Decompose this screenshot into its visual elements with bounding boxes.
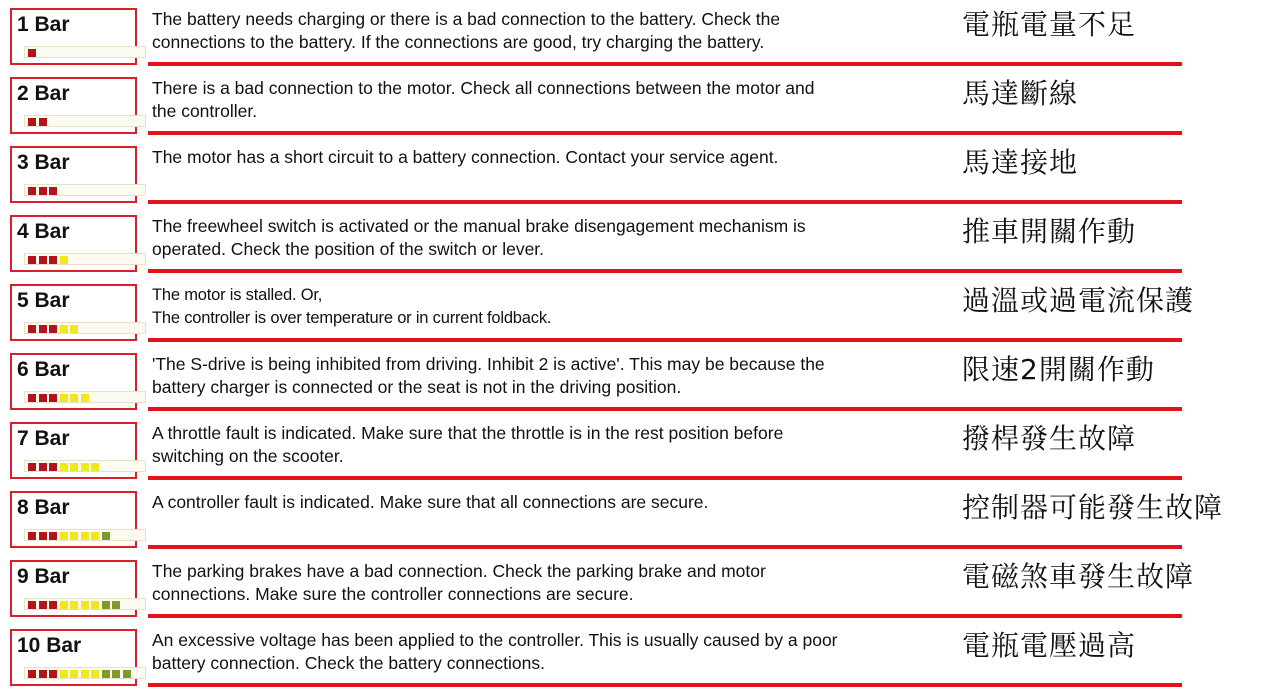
- description-line: There is a bad connection to the motor. Check all connections between the motor and: [152, 78, 815, 98]
- indicator-segment: [49, 601, 57, 609]
- bar-code-label: 3 Bar: [17, 151, 70, 174]
- battery-indicator: [24, 667, 146, 679]
- bar-code-box: [10, 422, 137, 479]
- indicator-segment: [81, 670, 89, 678]
- bar-code-label: 5 Bar: [17, 289, 70, 312]
- description-line: operated. Check the position of the switch or lever.: [152, 239, 545, 259]
- fault-row: [0, 69, 1286, 138]
- indicator-segment: [81, 601, 89, 609]
- indicator-segment: [70, 532, 78, 540]
- chinese-fault-label: 控制器可能發生故障: [962, 491, 1224, 524]
- fault-description: [152, 8, 952, 54]
- indicator-segment: [28, 49, 36, 57]
- bar-code-label: 2 Bar: [17, 82, 70, 105]
- indicator-segment: [39, 325, 47, 333]
- battery-indicator: [24, 115, 146, 127]
- indicator-segment: [60, 256, 68, 264]
- bar-code-box: [10, 215, 137, 272]
- bar-code-box: [10, 353, 137, 410]
- description-line: 'The S-drive is being inhibited from driving. Inhibit 2 is active'. This may be because the: [152, 354, 825, 374]
- row-divider: [148, 62, 1182, 66]
- chinese-fault-label: 電磁煞車發生故障: [962, 560, 1195, 593]
- fault-row: [0, 552, 1286, 621]
- fault-row: [0, 621, 1286, 690]
- indicator-segment: [102, 532, 110, 540]
- indicator-segment: [49, 670, 57, 678]
- fault-row: [0, 207, 1286, 276]
- indicator-segment: [39, 187, 47, 195]
- row-divider: [148, 545, 1182, 549]
- indicator-segment: [39, 394, 47, 402]
- fault-row: [0, 276, 1286, 345]
- indicator-segment: [49, 325, 57, 333]
- indicator-segment: [81, 532, 89, 540]
- bar-code-box: [10, 491, 137, 548]
- fault-description: [152, 353, 952, 399]
- indicator-segment: [28, 118, 36, 126]
- fault-description: [152, 560, 952, 606]
- indicator-segment: [49, 256, 57, 264]
- bar-code-label: 6 Bar: [17, 358, 70, 381]
- description-line: switching on the scooter.: [152, 446, 344, 466]
- description-line: The battery needs charging or there is a bad connection to the battery. Check the: [152, 9, 781, 29]
- fault-description: [152, 215, 952, 261]
- indicator-segment: [112, 601, 120, 609]
- indicator-segment: [60, 601, 68, 609]
- bar-code-label: 9 Bar: [17, 565, 70, 588]
- bar-code-box: [10, 77, 137, 134]
- description-line: The parking brakes have a bad connection. Check the parking brake and motor: [152, 561, 766, 581]
- indicator-segment: [91, 670, 99, 678]
- indicator-segment: [70, 463, 78, 471]
- indicator-segment: [39, 256, 47, 264]
- description-line: An excessive voltage has been applied to the controller. This is usually caused by a poor: [152, 630, 838, 650]
- indicator-segment: [102, 670, 110, 678]
- row-divider: [148, 614, 1182, 618]
- bar-code-box: [10, 284, 137, 341]
- fault-row: [0, 483, 1286, 552]
- chinese-fault-label: 推車開關作動: [962, 215, 1137, 248]
- bar-code-label: 8 Bar: [17, 496, 70, 519]
- bar-code-label: 10 Bar: [17, 634, 82, 657]
- row-divider: [148, 683, 1182, 687]
- description-line: battery connection. Check the battery connections.: [152, 653, 546, 673]
- indicator-segment: [49, 394, 57, 402]
- chinese-fault-label: 限速2開關作動: [962, 353, 1155, 386]
- indicator-segment: [60, 532, 68, 540]
- indicator-segment: [60, 463, 68, 471]
- fault-description: [152, 629, 952, 675]
- chinese-fault-label: 撥桿發生故障: [962, 422, 1137, 455]
- battery-indicator: [24, 391, 146, 403]
- bar-code-box: [10, 629, 137, 686]
- indicator-segment: [49, 463, 57, 471]
- fault-row: [0, 345, 1286, 414]
- fault-description: [152, 491, 952, 514]
- chinese-fault-label: 馬達接地: [962, 146, 1079, 179]
- indicator-segment: [60, 670, 68, 678]
- indicator-segment: [28, 670, 36, 678]
- bar-code-box: [10, 146, 137, 203]
- fault-description: [152, 77, 952, 123]
- battery-indicator: [24, 253, 146, 265]
- chinese-fault-label: 電瓶電壓過高: [962, 629, 1137, 662]
- fault-description: [152, 284, 952, 330]
- indicator-segment: [102, 601, 110, 609]
- indicator-segment: [28, 463, 36, 471]
- indicator-segment: [28, 601, 36, 609]
- description-line: The motor has a short circuit to a battery connection. Contact your service agent.: [152, 147, 779, 167]
- bar-code-label: 4 Bar: [17, 220, 70, 243]
- row-divider: [148, 200, 1182, 204]
- indicator-segment: [49, 187, 57, 195]
- indicator-segment: [70, 601, 78, 609]
- bar-code-box: [10, 8, 137, 65]
- battery-indicator: [24, 460, 146, 472]
- description-line: connections. Make sure the controller connections are secure.: [152, 584, 634, 604]
- chinese-fault-label: 電瓶電量不足: [962, 8, 1137, 41]
- description-line: The controller is over temperature or in current foldback.: [152, 309, 552, 327]
- indicator-segment: [60, 394, 68, 402]
- indicator-segment: [28, 394, 36, 402]
- row-divider: [148, 131, 1182, 135]
- chinese-fault-label: 過溫或過電流保護: [962, 284, 1195, 317]
- indicator-segment: [39, 118, 47, 126]
- indicator-segment: [91, 532, 99, 540]
- indicator-segment: [28, 187, 36, 195]
- indicator-segment: [28, 532, 36, 540]
- row-divider: [148, 407, 1182, 411]
- fault-description: [152, 146, 952, 169]
- bar-code-label: 7 Bar: [17, 427, 70, 450]
- description-line: the controller.: [152, 101, 258, 121]
- indicator-segment: [39, 463, 47, 471]
- indicator-segment: [28, 325, 36, 333]
- battery-indicator: [24, 529, 146, 541]
- indicator-segment: [60, 325, 68, 333]
- indicator-segment: [28, 256, 36, 264]
- fault-row: [0, 414, 1286, 483]
- bar-code-box: [10, 560, 137, 617]
- indicator-segment: [39, 670, 47, 678]
- indicator-segment: [123, 670, 131, 678]
- indicator-segment: [91, 601, 99, 609]
- description-line: A throttle fault is indicated. Make sure that the throttle is in the rest position before: [152, 423, 784, 443]
- indicator-segment: [39, 532, 47, 540]
- description-line: connections to the battery. If the connections are good, try charging the battery.: [152, 32, 765, 52]
- indicator-segment: [112, 670, 120, 678]
- bar-code-label: 1 Bar: [17, 13, 70, 36]
- indicator-segment: [91, 463, 99, 471]
- fault-row: [0, 0, 1286, 69]
- indicator-segment: [81, 463, 89, 471]
- battery-indicator: [24, 598, 146, 610]
- description-line: A controller fault is indicated. Make sure that all connections are secure.: [152, 492, 709, 512]
- indicator-segment: [70, 394, 78, 402]
- indicator-segment: [49, 532, 57, 540]
- description-line: The freewheel switch is activated or the manual brake disengagement mechanism is: [152, 216, 806, 236]
- indicator-segment: [81, 394, 89, 402]
- fault-description: [152, 422, 952, 468]
- row-divider: [148, 338, 1182, 342]
- battery-indicator: [24, 46, 146, 58]
- indicator-segment: [39, 601, 47, 609]
- indicator-segment: [70, 325, 78, 333]
- row-divider: [148, 269, 1182, 273]
- row-divider: [148, 476, 1182, 480]
- chinese-fault-label: 馬達斷線: [962, 77, 1079, 110]
- fault-row: [0, 138, 1286, 207]
- battery-indicator: [24, 322, 146, 334]
- battery-indicator: [24, 184, 146, 196]
- description-line: battery charger is connected or the seat is not in the driving position.: [152, 377, 682, 397]
- description-line: The motor is stalled. Or,: [152, 286, 323, 304]
- indicator-segment: [70, 670, 78, 678]
